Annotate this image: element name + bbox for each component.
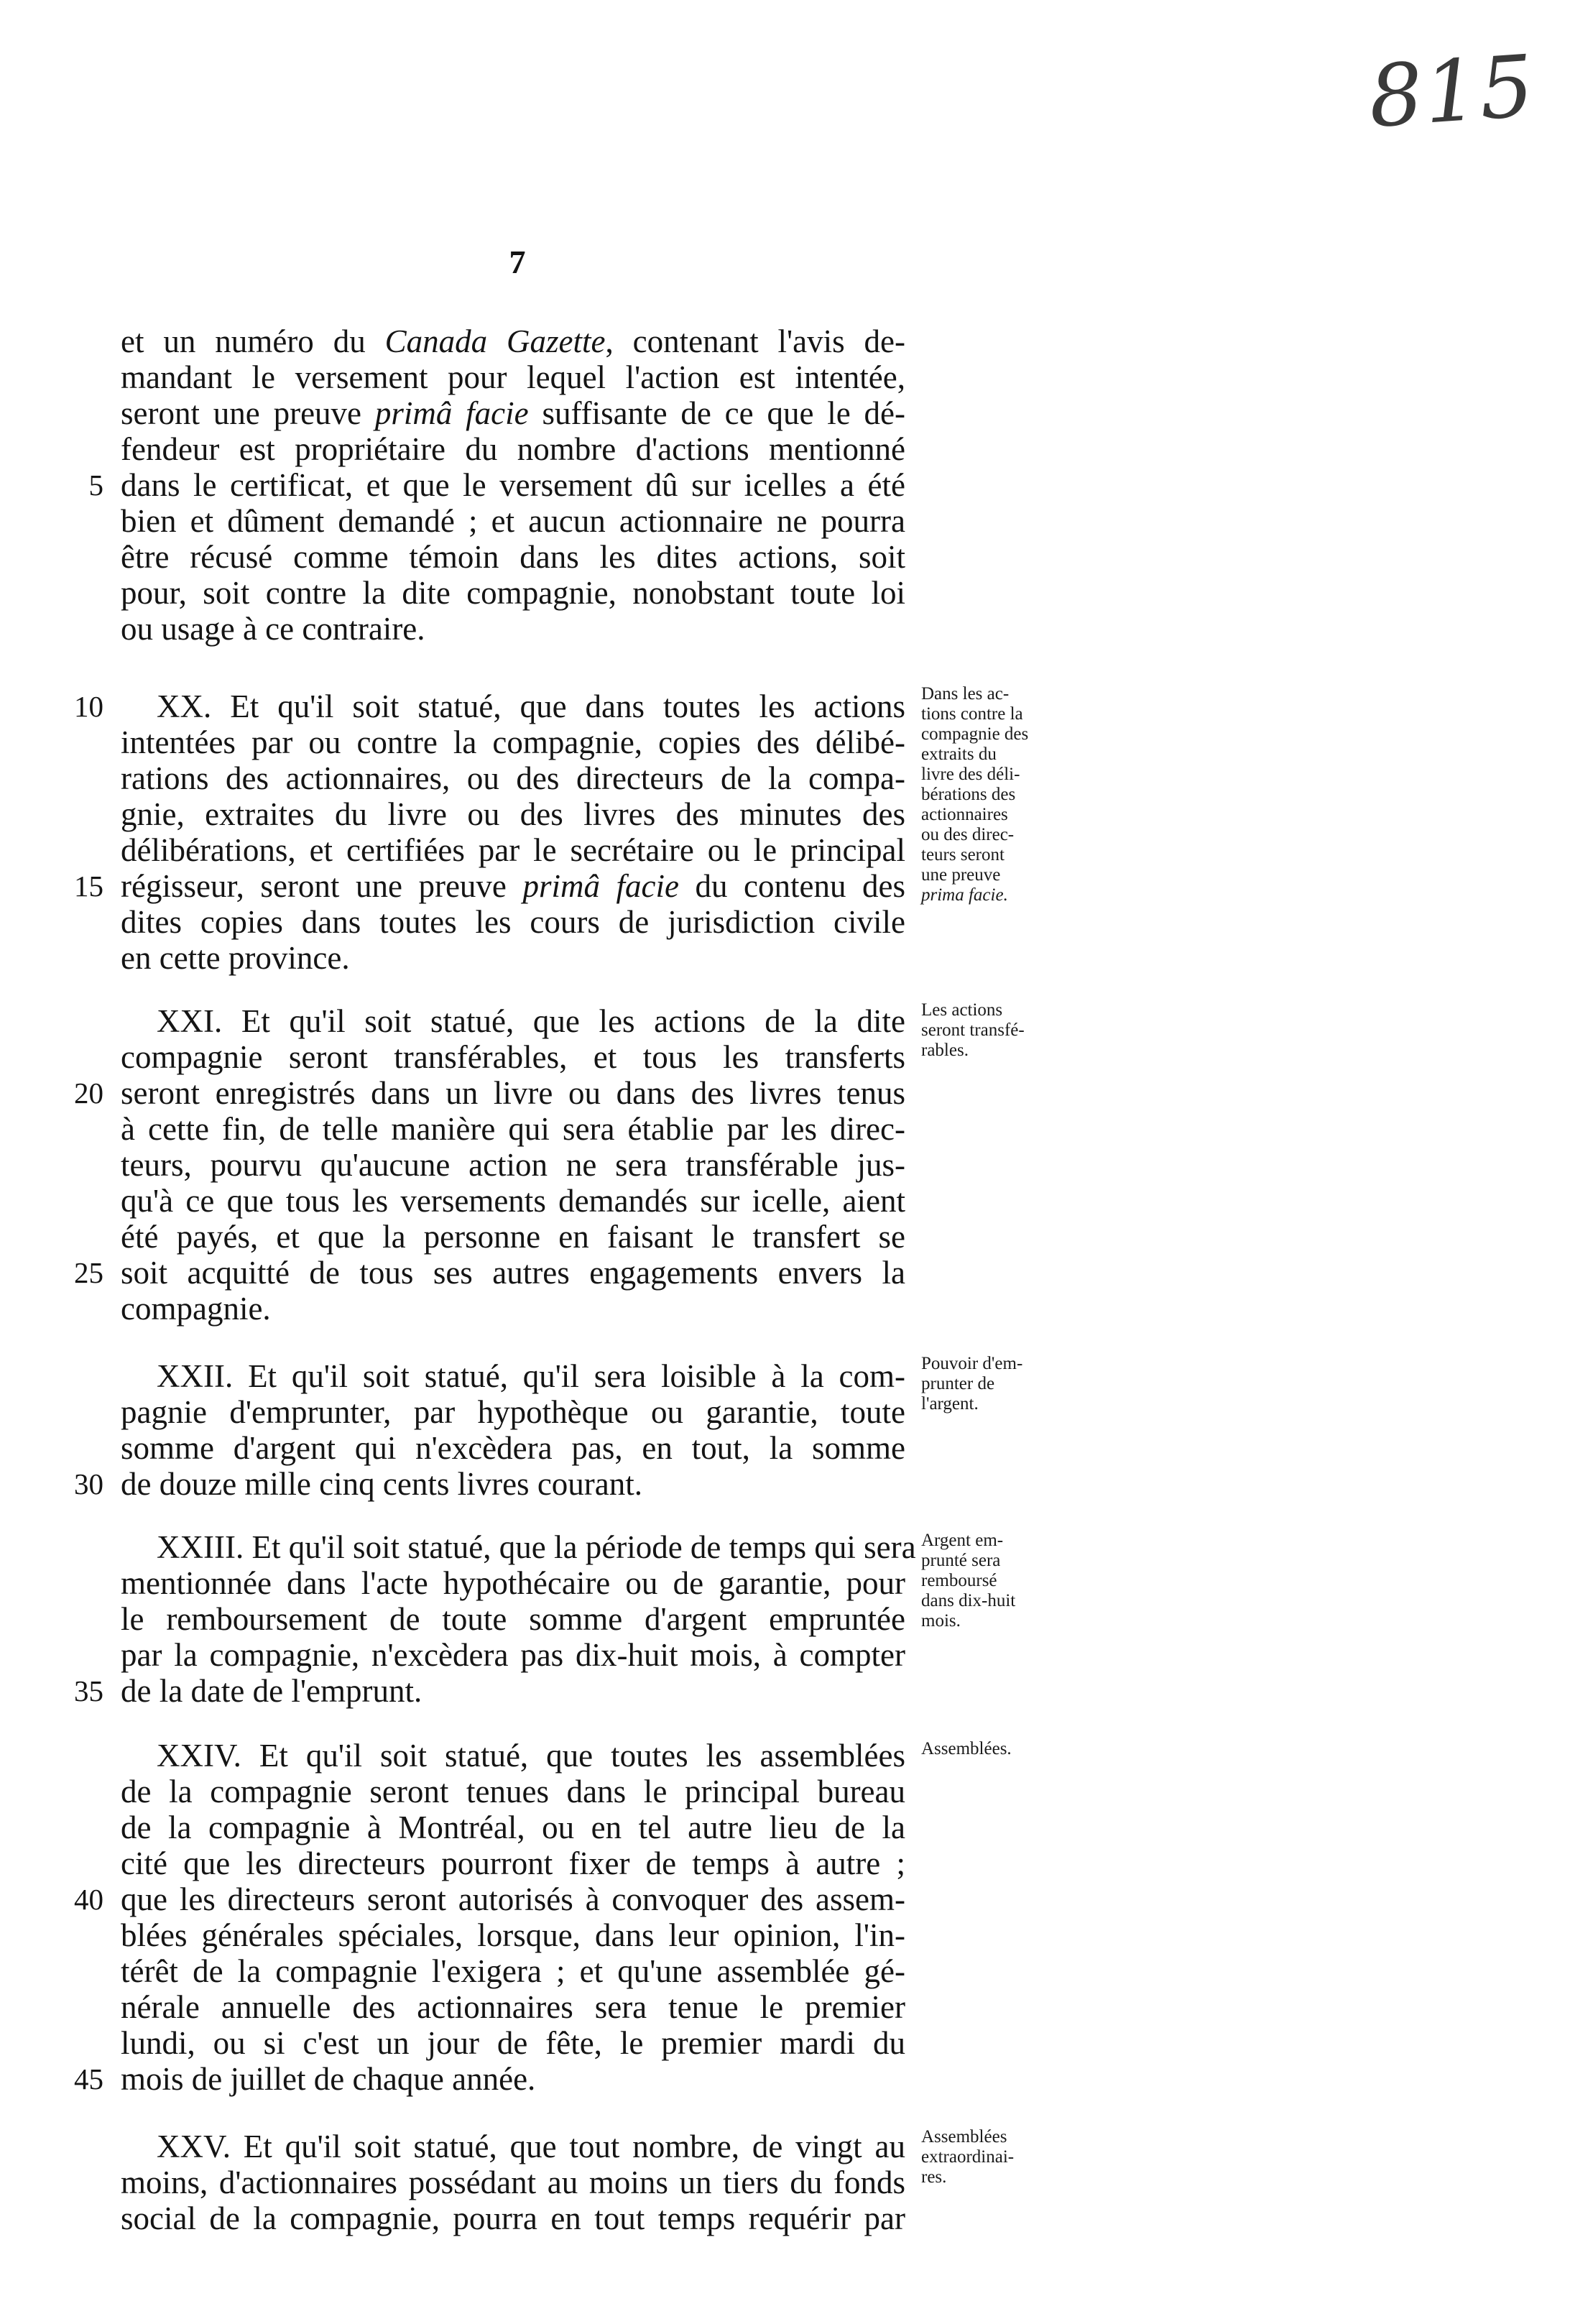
side-note-line: seront transfé- — [921, 1020, 1025, 1040]
text-line-content: nérale annuelle des actionnaires sera tenue le premier — [121, 1989, 905, 2025]
text-line — [121, 1601, 905, 1637]
text-line — [121, 431, 905, 467]
side-note-line: Dans les ac- — [921, 684, 1010, 704]
side-note-line: teurs seront — [921, 845, 1005, 864]
text-line-content: ou usage à ce contraire. — [121, 611, 425, 647]
text-line-content: de la compagnie seront tenues dans le principal bureau — [121, 1774, 905, 1809]
side-note-line: remboursé — [921, 1571, 997, 1590]
text-line-content: bien et dûment demandé ; et aucun actionnaire ne pourra — [121, 503, 905, 539]
side-note-line: ou des direc- — [921, 825, 1015, 844]
side-note-line: res. — [921, 2167, 947, 2187]
text-line-content: blées générales spéciales, lorsque, dans leur opinion, l'in- — [121, 1917, 905, 1953]
side-note-line: Assemblées — [921, 2127, 1007, 2147]
side-note-line: tions contre la — [921, 704, 1023, 724]
text-line-content: seront enregistrés dans un livre ou dans des livres tenus — [121, 1075, 905, 1111]
text-line — [121, 1845, 905, 1881]
text-line — [121, 1291, 905, 1327]
text-line-content: XXIV. Et qu'il soit statué, que toutes les assemblées — [157, 1738, 905, 1774]
text-line-content: par la compagnie, n'excèdera pas dix-huit mois, à compter — [121, 1637, 905, 1673]
text-line — [121, 395, 905, 431]
text-line — [121, 1147, 905, 1183]
text-line — [121, 1183, 905, 1219]
text-line-content: été payés, et que la personne en faisant le transfert se — [121, 1219, 905, 1255]
side-note-line: prunter de — [921, 1374, 995, 1393]
side-note-line: dans dix-huit — [921, 1591, 1016, 1610]
pencil-folio-mark: 815 — [1365, 36, 1538, 147]
text-line-content: pour, soit contre la dite compagnie, nonobstant toute loi — [121, 575, 905, 611]
text-line — [121, 796, 905, 832]
side-note-line: bérations des — [921, 785, 1016, 804]
text-line — [121, 1637, 905, 1673]
line-number: 10 — [74, 690, 103, 723]
text-line-content: mois de juillet de chaque année. — [121, 2061, 536, 2097]
text-line — [121, 1394, 905, 1430]
side-note-line: mois. — [921, 1611, 961, 1631]
side-note-line: Assemblées. — [921, 1739, 1012, 1758]
side-note-line: compagnie des — [921, 724, 1029, 744]
text-line — [121, 904, 905, 940]
side-note-line: l'argent. — [921, 1394, 979, 1414]
text-line — [121, 1466, 905, 1502]
side-note — [921, 1354, 1079, 1414]
text-line-content: lundi, ou si c'est un jour de fête, le premier mardi du — [121, 2025, 905, 2061]
text-line-content: rations des actionnaires, ou des directeurs de la compa- — [121, 760, 905, 796]
side-note-line: prunté sera — [921, 1551, 1001, 1570]
text-line — [157, 688, 905, 724]
text-line — [121, 1917, 905, 1953]
text-line — [121, 323, 905, 359]
text-line-content: que les directeurs seront autorisés à convoquer des assem- — [121, 1881, 905, 1917]
text-line-content: de la compagnie à Montréal, ou en tel autre lieu de la — [121, 1809, 905, 1845]
text-line — [157, 1003, 905, 1039]
text-line — [121, 724, 905, 760]
text-line-content: XXII. Et qu'il soit statué, qu'il sera loisible à la com- — [157, 1358, 905, 1394]
text-line-content: qu'à ce que tous les versements demandés sur icelle, aient — [121, 1183, 905, 1219]
text-line — [121, 1774, 905, 1809]
text-line — [121, 1430, 905, 1466]
text-line-content: être récusé comme témoin dans les dites actions, soit — [121, 539, 905, 575]
line-number: 15 — [74, 870, 103, 903]
text-line — [121, 2200, 905, 2236]
text-line-content: mandant le versement pour lequel l'action est intentée, — [121, 359, 905, 395]
text-line-content: soit acquitté de tous ses autres engagements envers la — [121, 1255, 905, 1291]
line-number: 20 — [74, 1076, 103, 1110]
text-line — [157, 1738, 905, 1774]
text-line-content: seront une preuve primâ facie suffisante de ce que le dé- — [121, 395, 905, 431]
side-note — [921, 1739, 1079, 1759]
text-line — [121, 1039, 905, 1075]
text-line-content: compagnie seront transférables, et tous les transferts — [121, 1039, 905, 1075]
line-number: 30 — [74, 1467, 103, 1500]
text-line — [121, 1255, 905, 1291]
line-number: 45 — [74, 2062, 103, 2095]
text-line-content: cité que les directeurs pourront fixer de temps à autre ; — [121, 1845, 905, 1881]
text-line-content: le remboursement de toute somme d'argent empruntée — [121, 1601, 905, 1637]
text-line-content: XX. Et qu'il soit statué, que dans toutes les actions — [157, 688, 905, 724]
text-line-content: et un numéro du Canada Gazette, contenant l'avis de- — [121, 323, 906, 359]
text-line — [121, 832, 905, 868]
text-line — [121, 1111, 905, 1147]
text-line-content: moins, d'actionnaires possédant au moins un tiers du fonds — [121, 2164, 905, 2200]
text-line — [157, 1529, 916, 1565]
text-line — [121, 575, 905, 611]
side-note-line: une preuve — [921, 865, 1001, 885]
text-line — [121, 2025, 905, 2061]
text-line-content: en cette province. — [121, 940, 350, 976]
text-line-content: intentées par ou contre la compagnie, copies des délibé- — [121, 724, 905, 760]
side-note-line: Pouvoir d'em- — [921, 1354, 1023, 1373]
text-line — [121, 868, 905, 904]
page-number: 7 — [509, 244, 526, 280]
text-line — [121, 611, 905, 647]
side-note-line: extraordinai- — [921, 2147, 1015, 2167]
side-note — [921, 2127, 1079, 2187]
text-line — [121, 1219, 905, 1255]
side-note-line: extraits du — [921, 744, 997, 764]
text-line-content: somme d'argent qui n'excèdera pas, en tout, la somme — [121, 1430, 905, 1466]
text-line-content: régisseur, seront une preuve primâ facie du contenu des — [121, 868, 906, 904]
text-line-content: de douze mille cinq cents livres courant. — [121, 1466, 642, 1502]
text-line-content: mentionnée dans l'acte hypothécaire ou de garantie, pour — [121, 1565, 905, 1601]
text-line-content: XXV. Et qu'il soit statué, que tout nombre, de vingt au — [157, 2129, 905, 2164]
text-line — [157, 1358, 905, 1394]
text-line — [121, 2164, 905, 2200]
text-line — [121, 1881, 905, 1917]
text-line — [121, 1075, 905, 1111]
text-line — [121, 1989, 905, 2025]
text-line-content: teurs, pourvu qu'aucune action ne sera transférable jus- — [121, 1147, 905, 1183]
side-note-line: livre des déli- — [921, 765, 1020, 784]
text-line — [121, 760, 905, 796]
text-line-content: dites copies dans toutes les cours de jurisdiction civile — [121, 904, 905, 940]
line-number: 25 — [74, 1256, 103, 1289]
side-note — [921, 1000, 1079, 1061]
side-note — [921, 1531, 1079, 1631]
line-number: 35 — [74, 1674, 103, 1707]
text-line-content: fendeur est propriétaire du nombre d'actions mentionné — [121, 431, 905, 467]
text-line-content: gnie, extraites du livre ou des livres des minutes des — [121, 796, 905, 832]
text-line-content: de la date de l'emprunt. — [121, 1673, 422, 1709]
text-line-content: XXI. Et qu'il soit statué, que les actions de la dite — [157, 1003, 905, 1039]
text-line-content: pagnie d'emprunter, par hypothèque ou garantie, toute — [121, 1394, 905, 1430]
side-note-line: prima facie. — [921, 885, 1008, 905]
side-note-line: actionnaires — [921, 805, 1008, 824]
text-line — [121, 1565, 905, 1601]
line-number: 5 — [88, 469, 103, 502]
text-line — [121, 1953, 905, 1989]
text-line — [121, 2061, 905, 2097]
text-line — [121, 940, 905, 976]
text-line — [121, 467, 905, 503]
text-line-content: à cette fin, de telle manière qui sera établie par les direc- — [121, 1111, 905, 1147]
text-line — [121, 1809, 905, 1845]
side-note-line: Argent em- — [921, 1531, 1004, 1550]
text-line — [121, 503, 905, 539]
text-line — [121, 1673, 905, 1709]
text-line-content: XXIII. Et qu'il soit statué, que la période de temps qui sera — [157, 1529, 916, 1565]
side-note-line: rables. — [921, 1041, 969, 1060]
line-number: 40 — [74, 1883, 103, 1916]
text-line-content: dans le certificat, et que le versement dû sur icelles a été — [121, 467, 905, 503]
text-line — [121, 539, 905, 575]
text-line-content: compagnie. — [121, 1291, 271, 1327]
text-line-content: délibérations, et certifiées par le secrétaire ou le principal — [121, 832, 905, 868]
text-line — [121, 359, 905, 395]
text-line — [157, 2129, 905, 2164]
side-note-line: Les actions — [921, 1000, 1003, 1020]
text-line-content: social de la compagnie, pourra en tout temps requérir par — [121, 2200, 905, 2236]
side-note — [921, 684, 1079, 905]
text-line-content: térêt de la compagnie l'exigera ; et qu'une assemblée gé- — [121, 1953, 905, 1989]
